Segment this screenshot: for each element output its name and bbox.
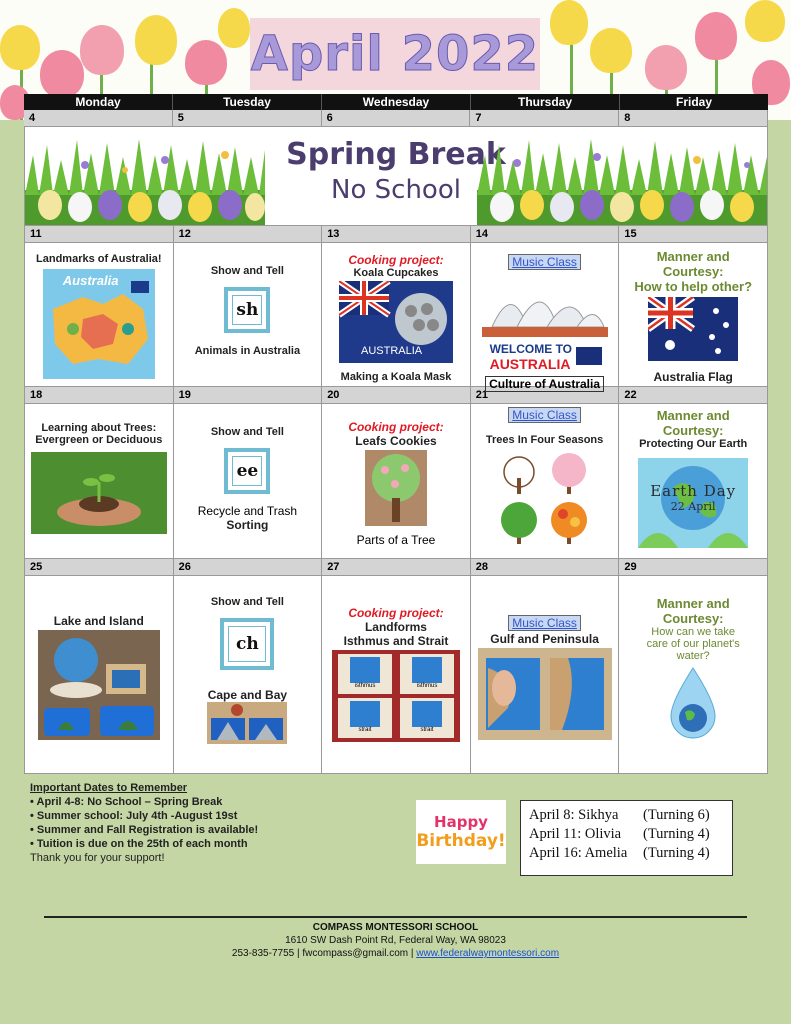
event-text: Parts of a Tree — [356, 533, 436, 547]
manner-topic: care of our planet's — [646, 638, 740, 650]
hands-with-seedling-image — [31, 452, 167, 534]
notes-item: • April 4-8: No School – Spring Break — [30, 796, 223, 808]
tulip-icon — [550, 0, 588, 45]
cooking-label: Cooking project: — [348, 606, 444, 620]
date-number: 18 — [25, 387, 174, 403]
flag-icon — [576, 347, 602, 365]
day-cell — [25, 243, 174, 387]
week-row — [24, 576, 768, 774]
tulip-icon — [590, 28, 632, 73]
spring-break-title: Spring Break — [286, 137, 506, 172]
easter-egg-grass-image — [477, 135, 768, 225]
notes-item: • Summer school: July 4th -August 19st — [30, 810, 238, 822]
page-title: April 2022 — [250, 26, 540, 82]
four-seasons-trees-image — [495, 450, 595, 550]
event-text: Show and Tell — [210, 265, 284, 277]
event-text: Learning about Trees: — [41, 422, 157, 434]
manner-label: Manner and — [656, 408, 730, 423]
sydney-opera-house-image — [482, 277, 608, 371]
event-text: Culture of Australia — [485, 376, 604, 392]
tulip-icon — [645, 45, 687, 90]
australia-flag-image — [648, 297, 738, 361]
cooking-label: Cooking project: — [348, 420, 444, 434]
manner-label: Manner and — [656, 249, 730, 264]
event-text: Sorting — [226, 518, 269, 532]
day-cell — [25, 576, 174, 774]
day-cell — [619, 576, 768, 774]
day-cell — [471, 243, 620, 391]
birthday-age: (Turning 4) — [643, 826, 710, 842]
gulf-and-peninsula-image — [478, 648, 612, 740]
manner-label: Manner and — [656, 596, 730, 611]
earth-day-image — [638, 458, 748, 548]
isthmus-strait-cards-image — [332, 650, 460, 742]
manner-topic: Protecting Our Earth — [639, 438, 748, 450]
card-label: strait — [420, 727, 434, 733]
birthday-age: (Turning 6) — [643, 807, 710, 823]
footer — [0, 921, 791, 960]
event-text: Evergreen or Deciduous — [35, 434, 163, 446]
date-number: 25 — [25, 559, 174, 575]
manner-label: Courtesy: — [662, 423, 724, 438]
birthday-word: Birthday! — [416, 831, 506, 851]
music-class-tag: Music Class — [508, 254, 581, 270]
date-number: 20 — [322, 387, 471, 403]
notes-item: • Summer and Fall Registration is available! — [30, 824, 259, 836]
manner-label: Courtesy: — [662, 611, 724, 626]
lake-and-island-image — [38, 630, 160, 740]
tulip-icon — [0, 25, 40, 70]
weekday-header — [24, 94, 768, 110]
school-address: 1610 SW Dash Point Rd, Federal Way, WA 98023 — [285, 935, 506, 946]
weekday-label: Wednesday — [322, 94, 471, 110]
footer-divider — [44, 916, 747, 918]
card-label: isthmus — [354, 683, 376, 689]
sound-card: ch — [220, 618, 274, 670]
cape-and-bay-image — [207, 702, 287, 744]
event-text: Show and Tell — [210, 596, 284, 608]
event-text: Lake and Island — [53, 614, 144, 628]
music-class-tag: Music Class — [508, 615, 581, 631]
card-label: strait — [358, 727, 372, 733]
event-text: Trees In Four Seasons — [485, 434, 604, 446]
important-dates — [30, 781, 258, 865]
calendar — [24, 94, 768, 774]
date-number: 5 — [173, 110, 322, 126]
date-number: 11 — [25, 226, 174, 242]
event-text: Animals in Australia — [194, 345, 301, 357]
tulip-icon — [745, 0, 785, 42]
australia-text: AUSTRALIA — [489, 356, 571, 372]
day-cell — [25, 404, 174, 559]
date-number: 6 — [322, 110, 471, 126]
card-label: isthmus — [416, 683, 438, 689]
event-text: Gulf and Peninsula — [490, 632, 599, 646]
birthday-word: Happy — [434, 813, 488, 831]
day-cell — [174, 576, 323, 774]
date-row — [24, 559, 768, 576]
birthday-entry — [529, 806, 724, 825]
tulip-icon — [695, 12, 737, 60]
date-number: 8 — [619, 110, 768, 126]
weekday-label: Friday — [675, 95, 712, 109]
birthday-age: (Turning 4) — [643, 845, 710, 861]
tulip-icon — [135, 15, 177, 65]
manner-topic: How to help other? — [634, 279, 753, 294]
event-text: Isthmus and Strait — [343, 634, 449, 648]
day-cell — [471, 576, 620, 774]
date-number: 15 — [619, 226, 768, 242]
notes-item: • Tuition is due on the 25th of each month — [30, 838, 248, 850]
weekday-label: Thursday — [471, 94, 620, 110]
cooking-label: Cooking project: — [348, 253, 444, 267]
leaf-cookies-image — [365, 450, 427, 526]
event-text: Australia Flag — [653, 370, 733, 384]
birthday-list — [520, 800, 733, 876]
date-number: 19 — [174, 387, 323, 403]
day-cell — [322, 576, 471, 774]
date-number: 22 — [619, 387, 768, 403]
tulip-icon — [80, 25, 124, 75]
day-cell — [174, 243, 323, 387]
event-text: Recycle and Trash — [197, 504, 298, 518]
water-drop-earth-icon — [663, 666, 723, 742]
earth-day-text: Earth Day — [650, 482, 737, 500]
welcome-text: WELCOME TO — [489, 342, 573, 356]
event-text: Cape and Bay — [207, 688, 288, 702]
event-text: Making a Koala Mask — [340, 371, 452, 383]
date-number: 28 — [471, 559, 620, 575]
manner-topic: water? — [676, 650, 710, 662]
date-row — [24, 387, 768, 404]
music-class-tag: Music Class — [508, 407, 581, 423]
happy-birthday-graphic — [416, 800, 506, 864]
thanks-text: Thank you for your support! — [30, 852, 165, 864]
birthday-entry — [529, 825, 724, 844]
date-number: 26 — [174, 559, 323, 575]
weekday-label: Tuesday — [173, 94, 322, 110]
event-text: Landforms — [364, 620, 427, 634]
day-cell — [619, 404, 768, 559]
earth-day-date: 22 April — [670, 500, 716, 513]
day-cell — [619, 243, 768, 387]
weekday-label: Monday — [24, 94, 173, 110]
day-cell — [174, 404, 323, 559]
sound-card: sh — [224, 287, 270, 333]
date-row — [24, 110, 768, 127]
school-contact: 253-835-7755 | fwcompass@gmail.com | — [231, 948, 414, 959]
title-box — [250, 18, 540, 90]
event-text: Leafs Cookies — [355, 434, 437, 448]
birthday-name: April 11: Olivia — [529, 826, 622, 842]
manner-topic: How can we take — [651, 626, 736, 638]
week-row — [24, 243, 768, 391]
day-cell — [471, 404, 620, 559]
event-text: Show and Tell — [210, 426, 284, 438]
tulip-icon — [40, 50, 84, 98]
notes-heading: Important Dates to Remember — [30, 782, 188, 794]
manner-label: Courtesy: — [662, 264, 724, 279]
date-number: 29 — [619, 559, 768, 575]
date-number: 21 — [471, 387, 620, 403]
birthday-name: April 8: Sikhya — [529, 807, 619, 823]
tulip-icon — [218, 8, 250, 48]
tulip-icon — [185, 40, 227, 85]
date-row — [24, 226, 768, 243]
sound-card: ee — [224, 448, 270, 494]
date-number: 14 — [471, 226, 620, 242]
school-name: COMPASS MONTESSORI SCHOOL — [312, 922, 479, 933]
date-number: 4 — [24, 110, 173, 126]
map-caption: Australia — [62, 273, 119, 288]
no-school-text: No School — [331, 175, 461, 205]
website-link[interactable]: www.federalwaymontessori.com — [416, 948, 560, 959]
day-cell — [322, 243, 471, 387]
day-cell — [322, 404, 471, 559]
spring-break-banner — [24, 127, 768, 226]
date-number: 7 — [470, 110, 619, 126]
australia-map-image — [43, 269, 155, 379]
birthday-entry — [529, 844, 724, 863]
image-label: AUSTRALIA — [360, 345, 423, 357]
event-text: Landmarks of Australia! — [36, 253, 162, 265]
week-row — [24, 404, 768, 559]
date-number: 27 — [322, 559, 471, 575]
date-number: 13 — [322, 226, 471, 242]
birthday-name: April 16: Amelia — [529, 845, 628, 861]
koala-cupcakes-image — [339, 281, 453, 363]
date-number: 12 — [174, 226, 323, 242]
event-text: Koala Cupcakes — [353, 267, 439, 279]
